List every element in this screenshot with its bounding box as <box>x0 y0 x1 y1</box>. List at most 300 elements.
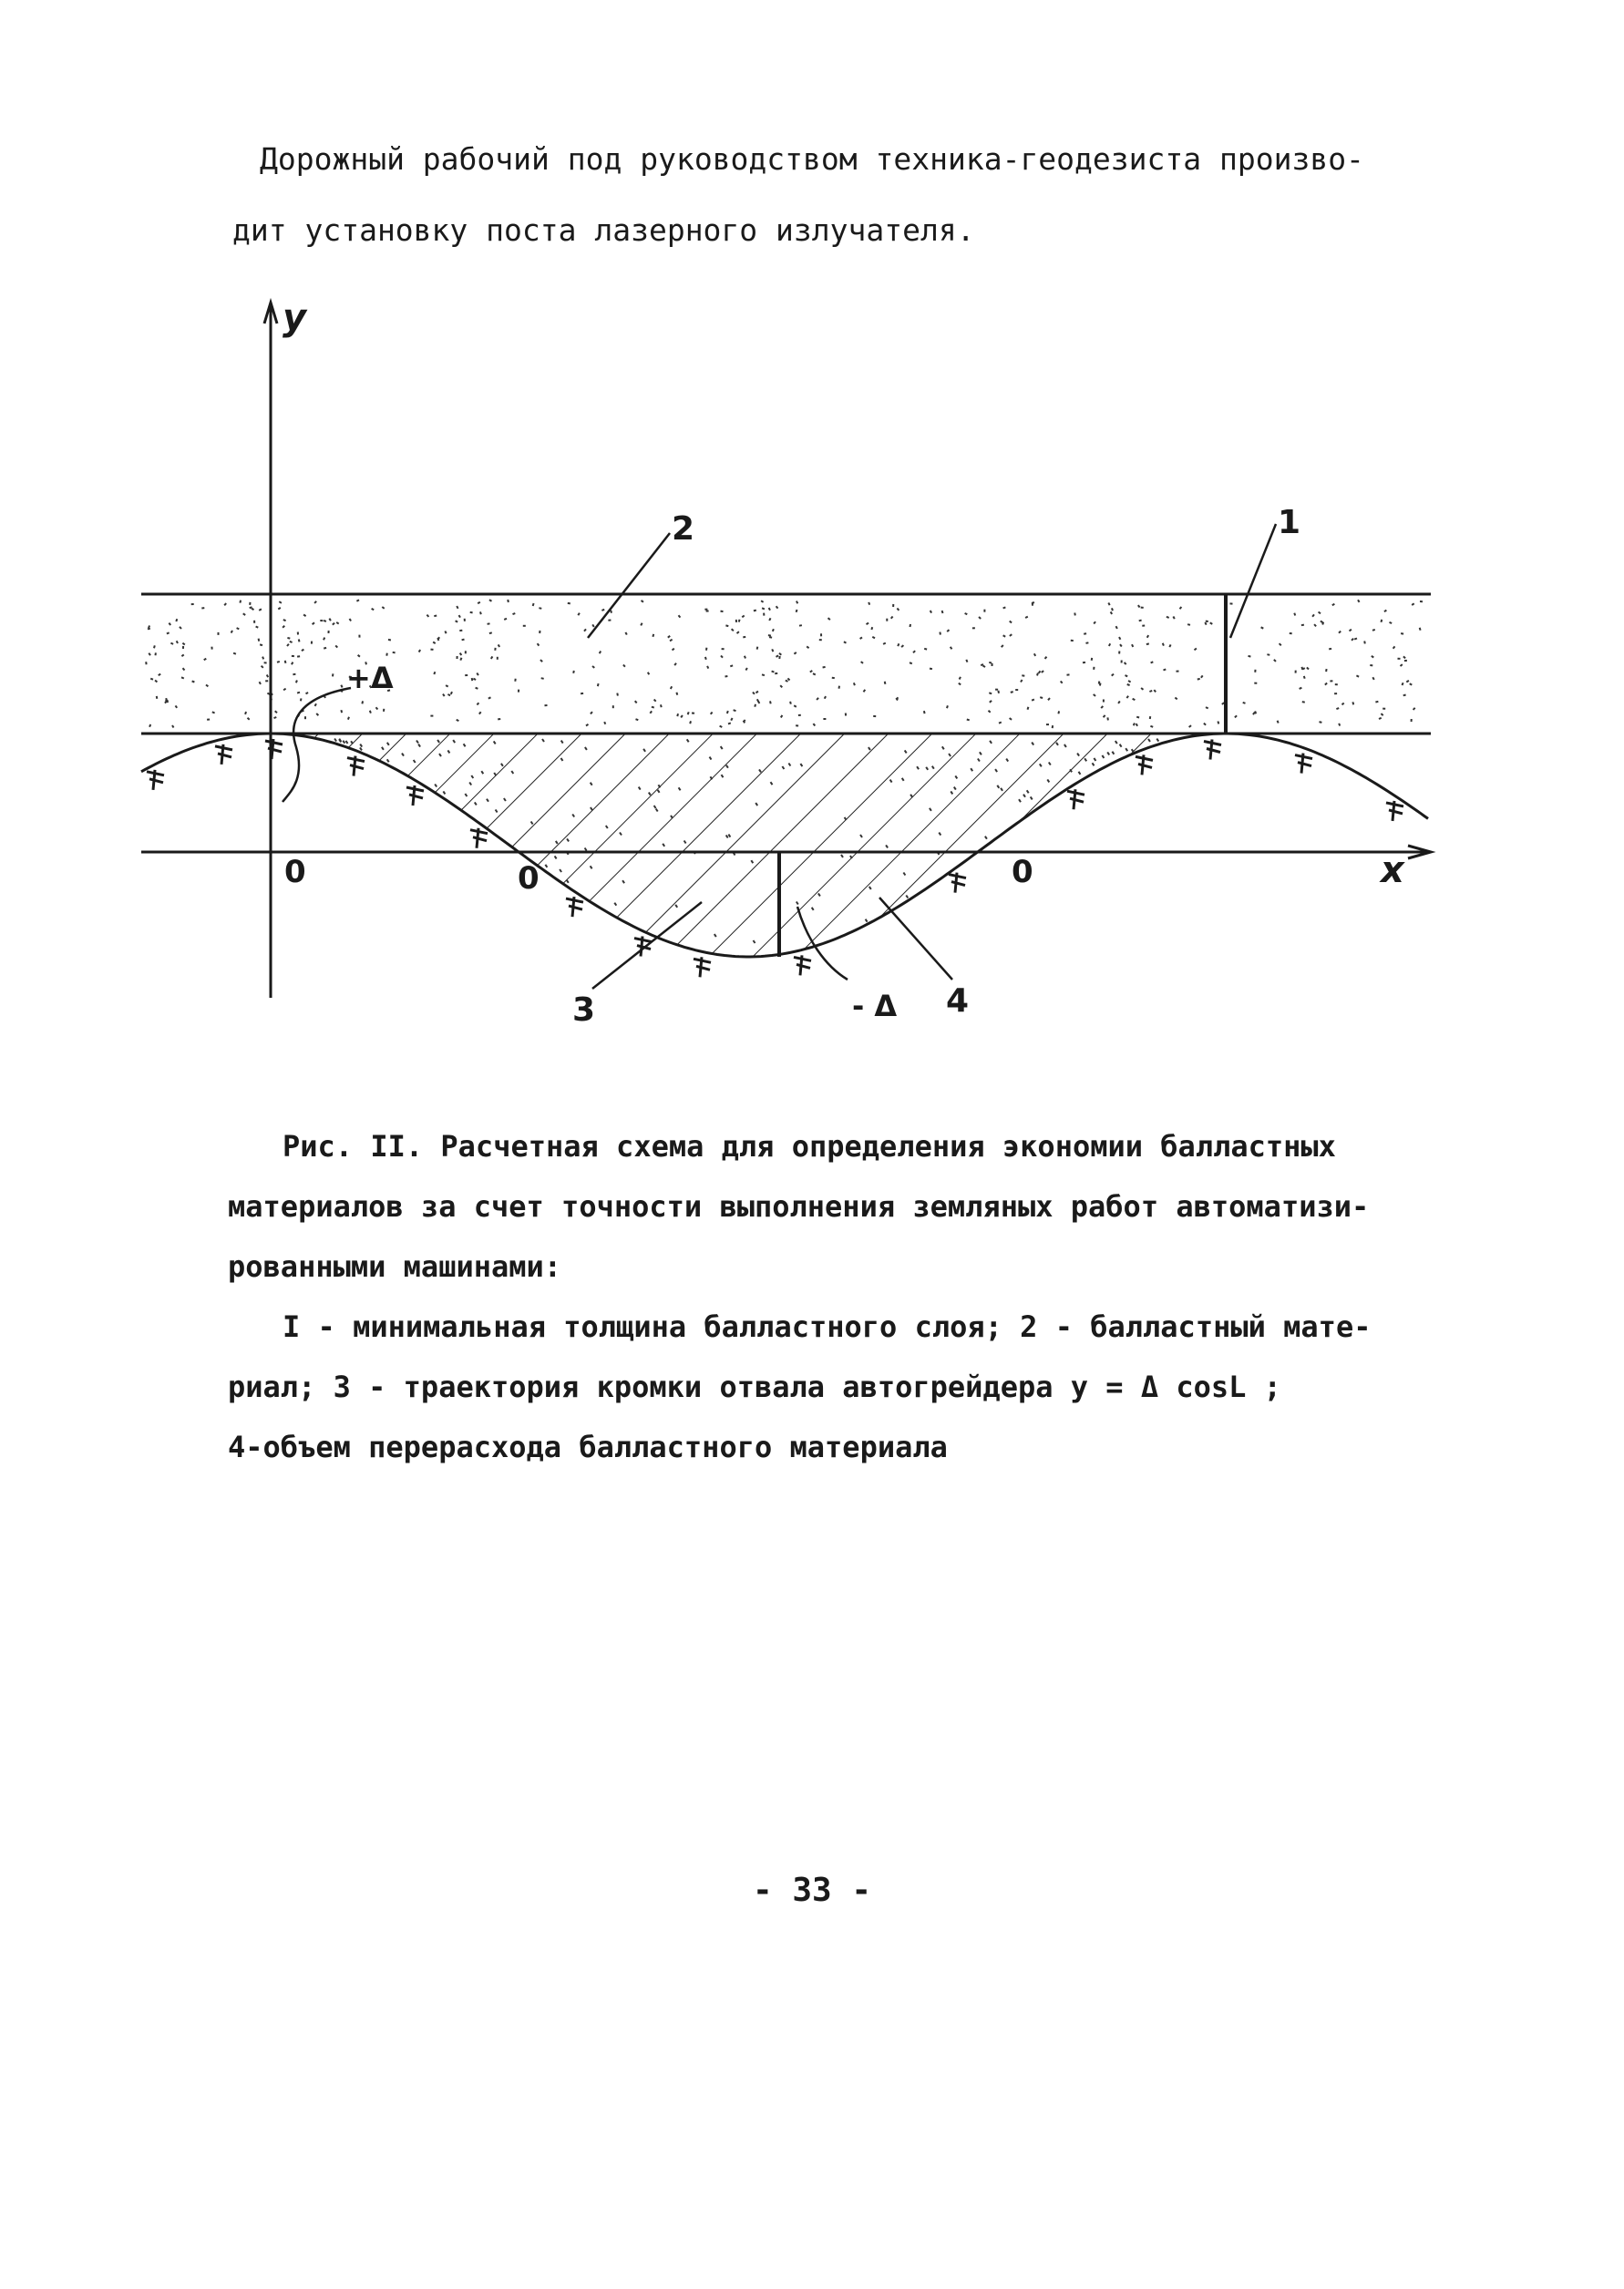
ballast-speckle <box>1352 702 1353 704</box>
ballast-speckle <box>1322 622 1323 625</box>
ballast-speckle <box>283 689 286 691</box>
ballast-speckle <box>654 700 656 702</box>
ballast-speckle <box>1352 639 1353 641</box>
ballast-speckle <box>303 615 306 617</box>
ballast-speckle <box>1167 617 1169 618</box>
ballast-speckle <box>224 603 226 605</box>
ballast-speckle <box>604 722 605 724</box>
ballast-speckle <box>1180 607 1182 609</box>
ballast-speckle <box>799 625 802 626</box>
ballast-speckle <box>1112 674 1114 676</box>
ground-tuft <box>470 828 488 848</box>
ballast-speckle <box>157 696 158 699</box>
ballast-speckle <box>1187 624 1190 625</box>
ballast-speckle <box>445 631 446 634</box>
ballast-speckle <box>434 672 435 674</box>
ballast-speckle <box>1092 658 1093 661</box>
ballast-speckle <box>248 718 250 720</box>
ballast-speckle <box>299 640 300 642</box>
ballast-speckle <box>625 632 626 635</box>
ballast-speckle <box>1336 708 1339 709</box>
ballast-speckle <box>1136 724 1138 726</box>
ballast-speckle <box>981 664 983 665</box>
ballast-speckle <box>1112 608 1113 611</box>
ballast-speckle <box>705 657 706 660</box>
ballast-speckle <box>192 682 195 683</box>
ballast-speckle <box>479 712 481 713</box>
ballast-speckle <box>924 649 927 650</box>
ballast-speckle <box>1048 698 1050 700</box>
ballast-speckle <box>668 636 670 638</box>
ballast-speckle <box>1339 724 1340 726</box>
ballast-speckle <box>1042 671 1044 672</box>
ballast-speckle <box>459 615 461 618</box>
ballast-speckle <box>470 612 473 613</box>
ballast-speckle <box>1034 653 1035 656</box>
ground-tuft <box>215 744 232 765</box>
ballast-speckle <box>1099 682 1100 684</box>
ballast-speckle <box>1120 644 1122 646</box>
ballast-speckle <box>1390 622 1393 623</box>
ballast-speckle <box>734 710 736 711</box>
figure-caption <box>228 1116 1431 1477</box>
ballast-speckle <box>376 707 378 709</box>
ballast-speckle <box>757 647 758 650</box>
ballast-speckle <box>170 643 173 644</box>
ballast-speckle <box>924 711 925 713</box>
ballast-speckle <box>419 650 421 652</box>
ballast-speckle <box>951 647 952 649</box>
ballast-speckle <box>1045 657 1047 659</box>
ballast-speckle <box>283 626 284 628</box>
ballast-speckle <box>601 610 604 611</box>
ballast-speckle <box>674 663 676 665</box>
ballast-speckle <box>1189 725 1192 727</box>
ballast-speckle <box>743 637 745 638</box>
ballast-speckle <box>488 697 491 698</box>
ballast-speckle <box>149 653 150 656</box>
ballast-speckle <box>813 673 816 674</box>
ballast-speckle <box>279 601 282 603</box>
ballast-speckle <box>508 600 509 602</box>
ballast-speckle <box>1372 630 1375 631</box>
ballast-speckle <box>1372 656 1374 658</box>
ballast-speckle <box>725 676 728 677</box>
ballast-speckle <box>753 693 755 694</box>
zero-label-3: 0 <box>1012 854 1033 890</box>
ballast-speckle <box>513 613 516 614</box>
ballast-speckle <box>867 623 869 625</box>
ballast-speckle <box>1094 694 1095 696</box>
intro-paragraph <box>232 124 1435 266</box>
ballast-speckle <box>1267 654 1269 655</box>
legend-line-3: 4-объем перерасхода балластного материала <box>228 1430 948 1464</box>
ballast-speckle <box>1173 617 1174 620</box>
ballast-speckle <box>661 704 662 707</box>
ballast-speckle <box>358 655 360 657</box>
ballast-speckle <box>181 677 184 678</box>
ballast-speckle <box>769 608 770 611</box>
ballast-speckle <box>965 613 968 614</box>
ballast-speckle <box>267 675 269 678</box>
ballast-speckle <box>617 693 618 696</box>
ballast-speckle <box>341 710 342 713</box>
caption-line-1: Рис. II. Расчетная схема для определения экономии балластных <box>283 1129 1336 1164</box>
ballast-speckle <box>1301 625 1304 626</box>
ballast-speckle <box>491 656 493 659</box>
ballast-speckle <box>730 665 733 666</box>
ballast-speckle <box>283 620 286 621</box>
ballast-speckle <box>779 653 781 655</box>
ballast-speckle <box>382 607 384 609</box>
ballast-speckle <box>679 615 681 617</box>
legend-line-1: I - минимальная толщина балластного слоя; 2 - балластный мате- <box>283 1309 1372 1344</box>
ballast-speckle <box>720 726 723 727</box>
ballast-speckle <box>1058 711 1059 713</box>
ballast-speckle <box>762 674 765 675</box>
ballast-speckle <box>586 724 589 726</box>
ground-tuft <box>1295 754 1312 774</box>
plus-delta-label: +Δ <box>346 661 394 695</box>
ballast-speckle <box>989 662 992 663</box>
ballast-speckle <box>1147 635 1149 638</box>
ballast-speckle <box>1138 605 1140 607</box>
ballast-speckle <box>787 678 789 680</box>
ballast-speckle <box>460 653 462 655</box>
ballast-speckle <box>183 668 185 670</box>
ballast-speckle <box>648 672 650 675</box>
ballast-speckle <box>1261 627 1264 628</box>
ballast-speckle <box>1222 703 1224 704</box>
ground-tuft <box>265 739 283 759</box>
ballast-speckle <box>159 674 161 676</box>
ballast-speckle <box>538 643 540 645</box>
ballast-speckle <box>776 606 778 608</box>
ballast-speckle <box>1381 713 1382 715</box>
ballast-speckle <box>172 725 174 728</box>
ballast-speckle <box>1403 656 1405 658</box>
ballast-speckle <box>166 698 167 701</box>
ballast-speckle <box>204 659 207 661</box>
ballast-speckle <box>316 713 318 715</box>
ballast-speckle <box>314 601 316 603</box>
ballast-speckle <box>611 611 612 613</box>
ballast-speckle <box>240 600 241 603</box>
ballast-speckle <box>794 705 797 707</box>
ballast-speckle <box>302 650 304 652</box>
ballast-speckle <box>1101 706 1103 708</box>
ballast-speckle <box>1021 680 1023 683</box>
ballast-speckle <box>1086 642 1089 643</box>
ballast-speckle <box>388 640 391 641</box>
ballast-speckle <box>1332 604 1335 606</box>
ballast-speckle <box>260 682 262 684</box>
leader-2 <box>588 533 670 638</box>
ballast-speckle <box>243 613 246 615</box>
ballast-speckle <box>1107 717 1108 720</box>
ballast-speckle <box>212 712 215 713</box>
ballast-speckle <box>810 671 813 672</box>
ballast-speckle <box>1154 690 1156 692</box>
ballast-speckle <box>446 685 448 686</box>
ballast-speckle <box>592 666 594 668</box>
ground-tuft <box>347 756 365 776</box>
ballast-speckle <box>476 688 478 689</box>
ballast-speckle <box>681 715 683 717</box>
ballast-speckle <box>1146 643 1149 644</box>
ballast-speckle <box>1302 668 1305 669</box>
x-axis-label: x <box>1381 849 1404 891</box>
ballast-speckle <box>1104 715 1105 717</box>
ballast-speckle <box>573 671 574 673</box>
ballast-speckle <box>285 661 286 663</box>
ballast-speckle <box>1393 646 1395 648</box>
ballast-speckle <box>1010 621 1012 623</box>
ballast-speckle <box>362 701 363 703</box>
ballast-speckle <box>721 611 724 612</box>
ballast-speckle <box>250 607 252 608</box>
ballast-speckle <box>148 629 150 630</box>
ballast-speckle <box>711 713 713 714</box>
ballast-speckle <box>1109 643 1110 646</box>
ballast-speckle <box>1039 671 1041 672</box>
ballast-speckle <box>1358 600 1360 602</box>
ballast-speckle <box>1028 707 1029 710</box>
page-number: - 33 - <box>752 1872 872 1909</box>
ballast-speckle <box>598 683 599 686</box>
ballast-speckle <box>489 632 492 633</box>
ballast-speckle <box>488 623 490 624</box>
ballast-speckle <box>1379 718 1382 719</box>
ballast-speckle <box>1125 662 1126 664</box>
ballast-speckle <box>671 686 672 689</box>
ballast-speckle <box>780 685 782 687</box>
callout-1: 1 <box>1278 504 1301 541</box>
ballast-speckle <box>301 698 302 701</box>
ballast-speckle <box>688 712 689 714</box>
ballast-speckle <box>473 679 476 680</box>
ballast-speckle <box>477 703 478 704</box>
ballast-speckle <box>1320 722 1322 723</box>
ballast-speckle <box>233 653 236 654</box>
ballast-speckle <box>1406 681 1409 683</box>
ballast-speckle <box>1169 644 1170 647</box>
ballast-speckle <box>480 611 481 614</box>
ballast-speckle <box>636 719 639 720</box>
ballast-speckle <box>275 711 277 713</box>
ballast-speckle <box>1384 611 1387 612</box>
ground-tuft <box>794 955 811 975</box>
ballast-speckle <box>1040 697 1043 698</box>
ballast-speckle <box>1116 626 1117 629</box>
callout-3: 3 <box>572 991 596 1029</box>
ballast-speckle <box>897 609 899 611</box>
ballast-speckle <box>180 627 181 629</box>
ballast-speckle <box>1011 692 1013 693</box>
callout-4: 4 <box>946 982 970 1020</box>
ballast-speckle <box>1195 649 1197 651</box>
ballast-speckle <box>839 686 840 689</box>
ballast-speckle <box>477 673 478 676</box>
ballast-speckle <box>1401 633 1403 634</box>
ballast-speckle <box>206 685 208 687</box>
ballast-speckle <box>794 652 796 654</box>
ballast-speckle <box>1312 614 1314 616</box>
ballast-speckle <box>910 662 912 663</box>
ballast-speckle <box>335 645 337 647</box>
ballast-speckle <box>990 701 992 703</box>
ballast-speckle <box>652 707 654 708</box>
ballast-speckle <box>1339 631 1341 633</box>
ballast-speckle <box>237 628 240 629</box>
ballast-speckle <box>1010 634 1012 636</box>
ballast-speckle <box>260 644 262 645</box>
ballast-speckle <box>336 622 339 624</box>
ballast-speckle <box>1150 726 1153 727</box>
ballast-speckle <box>761 600 764 602</box>
ballast-speckle <box>1119 637 1120 640</box>
ballast-speckle <box>872 637 875 638</box>
ballast-speckle <box>329 619 331 621</box>
ballast-speckle <box>256 627 259 628</box>
ballast-speckle <box>825 696 826 699</box>
ballast-speckle <box>983 665 986 667</box>
ballast-speckle <box>231 631 232 633</box>
ballast-speckle <box>745 668 747 671</box>
ballast-speckle <box>350 619 352 621</box>
ballast-speckle <box>155 681 157 683</box>
ballast-speckle <box>959 683 961 685</box>
ballast-speckle <box>727 711 728 713</box>
ballast-speckle <box>1325 683 1327 685</box>
ballast-speckle <box>999 723 1002 724</box>
y-axis-label: y <box>283 297 307 339</box>
ballast-speckle <box>1164 669 1167 670</box>
ballast-speckle <box>1134 724 1135 726</box>
ballast-speckle <box>913 651 915 652</box>
ballast-speckle <box>460 658 461 661</box>
ballast-speckle <box>1128 681 1131 683</box>
ballast-speckle <box>998 691 999 693</box>
ballast-speckle <box>341 685 342 688</box>
ballast-speckle <box>650 711 652 713</box>
ballast-speckle <box>1118 701 1120 703</box>
ballast-speckle <box>177 641 178 643</box>
ballast-speckle <box>707 666 708 669</box>
ballast-speckle <box>252 609 254 611</box>
ballast-speckle <box>1175 698 1177 700</box>
ballast-speckle <box>499 644 500 647</box>
ballast-speckle <box>1302 702 1305 703</box>
ballast-speckle <box>896 698 898 700</box>
ballast-speckle <box>942 611 943 613</box>
ballast-speckle <box>772 649 773 652</box>
ballast-speckle <box>1412 603 1414 605</box>
ballast-speckle <box>457 720 459 721</box>
ground-tuft <box>147 770 164 790</box>
ballast-speckle <box>1356 675 1359 676</box>
ballast-speckle <box>781 715 783 718</box>
ballast-speckle <box>786 681 788 682</box>
ballast-speckle <box>769 618 770 621</box>
ballast-speckle <box>673 649 674 651</box>
ballast-speckle <box>181 654 183 656</box>
ballast-speckle <box>960 677 961 680</box>
ballast-speckle <box>262 666 263 668</box>
ballast-speckle <box>451 692 452 694</box>
ballast-speckle <box>1420 628 1421 631</box>
ballast-speckle <box>1253 713 1255 714</box>
ballast-speckle <box>540 660 542 662</box>
ballast-speckle <box>1413 708 1415 710</box>
ballast-speckle <box>296 681 297 683</box>
ballast-speckle <box>1410 683 1413 684</box>
ballast-speckle <box>1204 724 1206 725</box>
ballast-speckle <box>1342 703 1344 705</box>
ballast-speckle <box>1274 660 1276 662</box>
ballast-speckle <box>623 665 625 667</box>
ballast-speckle <box>287 638 290 639</box>
ballast-speckle <box>149 724 150 727</box>
ballast-speckle <box>539 608 541 609</box>
ballast-speckle <box>372 609 375 610</box>
figure-scheme <box>0 273 1624 1093</box>
ballast-speckle <box>1163 643 1164 646</box>
ground-tuft <box>1067 789 1084 809</box>
ballast-speckle <box>1111 611 1113 614</box>
ballast-speckle <box>1300 688 1302 689</box>
ballast-speckle <box>1304 676 1305 679</box>
ballast-speckle <box>1401 664 1403 666</box>
ballast-speckle <box>930 611 931 613</box>
ballast-speckle <box>427 615 428 617</box>
ballast-speckle <box>989 711 991 713</box>
ballast-speckle <box>676 693 677 695</box>
ballast-speckle <box>813 724 815 725</box>
ballast-speckle <box>592 624 594 627</box>
ground-tuft <box>694 957 711 977</box>
ballast-speckle <box>1354 639 1357 640</box>
callout-2: 2 <box>672 510 695 548</box>
ballast-speckle <box>568 603 570 604</box>
ballast-speckle <box>578 613 580 616</box>
ballast-speckle <box>447 694 450 695</box>
ballast-speckle <box>533 603 534 606</box>
ballast-speckle <box>489 600 492 601</box>
ballast-speckle <box>744 721 745 724</box>
ballast-speckle <box>823 667 826 668</box>
ballast-speckle <box>966 660 967 662</box>
ballast-speckle <box>176 705 178 707</box>
ballast-speckle <box>757 699 758 702</box>
ballast-speckle <box>641 623 642 626</box>
ballast-speckle <box>769 637 772 638</box>
legend-line-2: риал; 3 - траектория кромки отвала автогрейдера y = Δ cosL ; <box>228 1370 1281 1404</box>
ballast-speckle <box>670 640 673 642</box>
ballast-speckle <box>1375 702 1378 703</box>
ballast-speckle <box>478 602 480 604</box>
ballast-speckle <box>732 629 734 631</box>
ballast-speckle <box>1350 630 1352 631</box>
ballast-speckle <box>1002 645 1003 647</box>
ballast-speckle <box>737 631 739 633</box>
ballast-speckle <box>883 643 886 644</box>
ballast-speckle <box>947 630 949 631</box>
ballast-speckle <box>901 645 903 647</box>
ballast-speckle <box>584 629 586 631</box>
ballast-speckle <box>1329 649 1331 650</box>
ballast-speckle <box>891 617 893 619</box>
